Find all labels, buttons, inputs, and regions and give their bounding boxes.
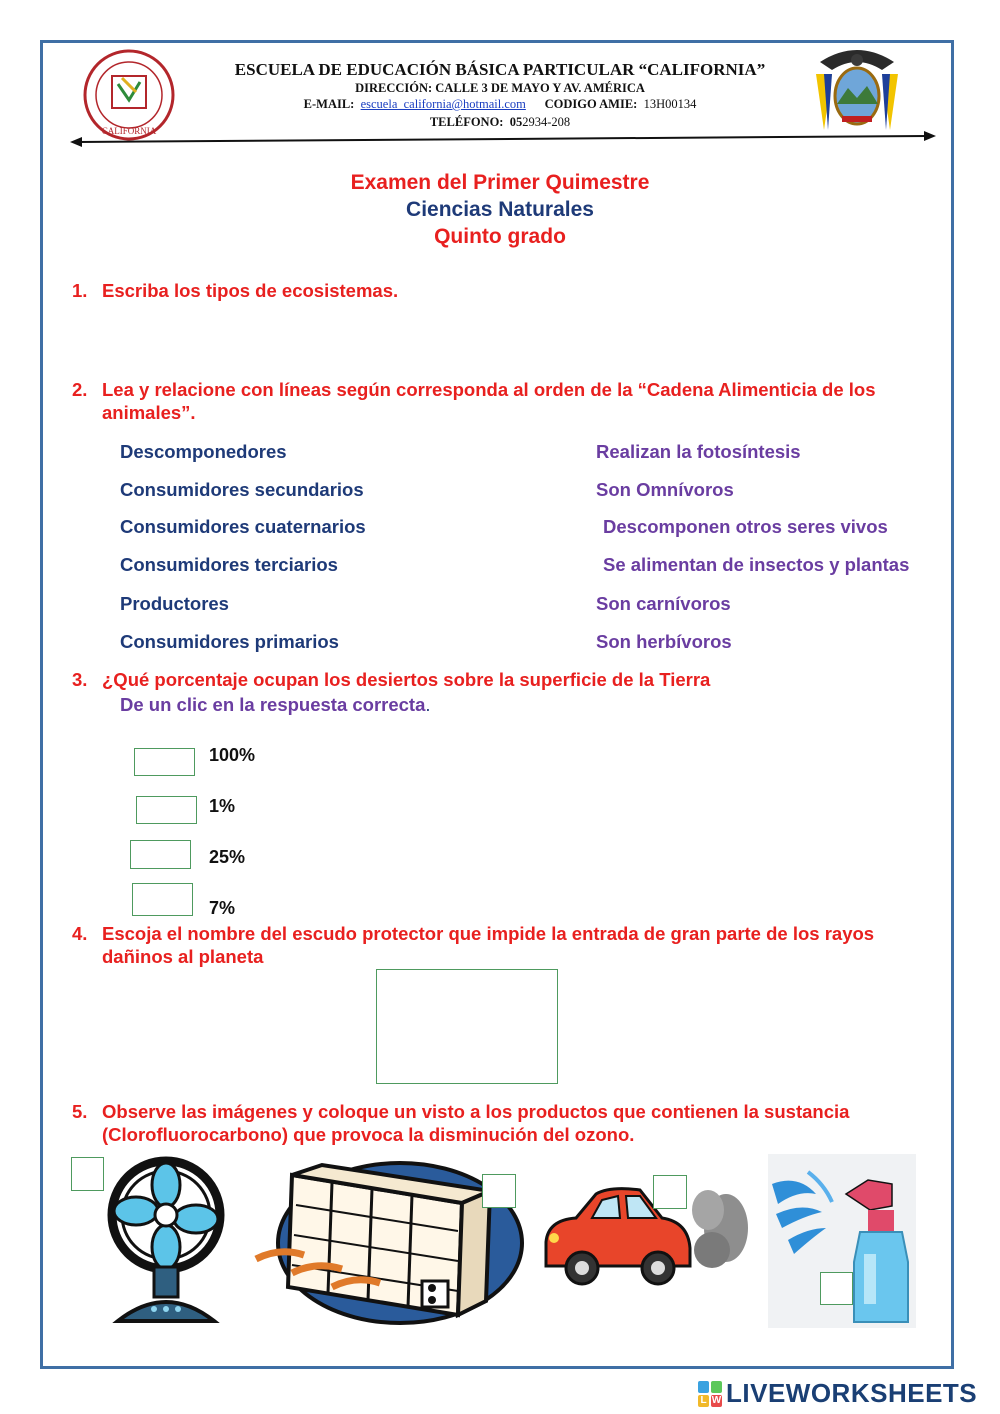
email-link[interactable]: escuela_california@hotmail.com bbox=[360, 97, 526, 111]
air-conditioner-checkbox[interactable] bbox=[482, 1174, 516, 1208]
q3-text: ¿Qué porcentaje ocupan los desiertos sobre la superficie de la Tierra bbox=[102, 669, 711, 690]
right-term-6[interactable]: Son herbívoros bbox=[596, 631, 732, 652]
q3-instruction-line bbox=[120, 693, 431, 716]
q4-number: 4. bbox=[72, 923, 88, 944]
header-divider bbox=[70, 128, 936, 148]
grade-title: Quinto grado bbox=[434, 225, 566, 248]
option-checkbox-1[interactable] bbox=[134, 748, 195, 776]
right-term-5[interactable]: Son carnívoros bbox=[596, 593, 731, 614]
phone-prefix: 05 bbox=[509, 115, 523, 129]
liveworksheets-logo-icon bbox=[698, 1381, 722, 1407]
q2-text-line1: Lea y relacione con líneas según corresponda al orden de la “Cadena Alimenticia de los bbox=[102, 379, 876, 400]
option-label-3: 25% bbox=[209, 847, 246, 867]
q5-text-line2: (Clorofluorocarbono) que provoca la disminución del ozono. bbox=[102, 1124, 635, 1145]
q5-text-line1: Observe las imágenes y coloque un visto a los productos que contienen la sustancia bbox=[102, 1101, 850, 1122]
q4-text-line2: dañinos al planeta bbox=[102, 946, 264, 967]
q3-instruction-end: . bbox=[425, 694, 431, 715]
q5-number: 5. bbox=[72, 1101, 88, 1122]
car-checkbox[interactable] bbox=[653, 1175, 687, 1209]
fan-image bbox=[96, 1153, 230, 1325]
logo-text: CALIFORNIA bbox=[101, 126, 157, 136]
option-checkbox-4[interactable] bbox=[132, 883, 193, 916]
right-term-1[interactable]: Realizan la fotosíntesis bbox=[596, 441, 801, 462]
fan-checkbox[interactable] bbox=[71, 1157, 104, 1191]
right-term-3[interactable]: Descomponen otros seres vivos bbox=[603, 516, 888, 537]
option-label-2: 1% bbox=[209, 796, 236, 816]
exam-title: Examen del Primer Quimestre bbox=[350, 171, 650, 194]
left-term-6[interactable]: Consumidores primarios bbox=[120, 631, 339, 652]
car-image bbox=[540, 1170, 762, 1300]
left-term-5[interactable]: Productores bbox=[120, 593, 229, 614]
left-term-3[interactable]: Consumidores cuaternarios bbox=[120, 516, 366, 537]
left-term-2[interactable]: Consumidores secundarios bbox=[120, 479, 364, 500]
left-term-4[interactable]: Consumidores terciarios bbox=[120, 554, 338, 575]
right-term-2[interactable]: Son Omnívoros bbox=[596, 479, 734, 500]
q3-number: 3. bbox=[72, 669, 88, 690]
spray-bottle-checkbox[interactable] bbox=[820, 1272, 853, 1305]
answer-drop-box[interactable] bbox=[376, 969, 558, 1084]
left-term-1[interactable]: Descomponedores bbox=[120, 441, 287, 462]
phone-rest: 2934-208 bbox=[522, 115, 571, 129]
q1-number: 1. bbox=[72, 280, 88, 301]
right-term-4[interactable]: Se alimentan de insectos y plantas bbox=[603, 554, 910, 575]
option-label-4: 7% bbox=[209, 898, 236, 918]
coat-of-arms-icon bbox=[812, 44, 902, 136]
logo-letter-w: W bbox=[711, 1395, 722, 1406]
q2-number: 2. bbox=[72, 379, 88, 400]
logo-letter-l: L bbox=[698, 1395, 709, 1407]
school-name: ESCUELA DE EDUCACIÓN BÁSICA PARTICULAR “CALIFORNIA” bbox=[234, 60, 766, 79]
option-checkbox-3[interactable] bbox=[130, 840, 191, 869]
q1-text: Escriba los tipos de ecosistemas. bbox=[102, 280, 399, 301]
subject-title: Ciencias Naturales bbox=[406, 198, 594, 221]
email-label: E-MAIL: bbox=[303, 97, 355, 111]
amie-code: 13H00134 bbox=[643, 97, 697, 111]
liveworksheets-brand: LIVEWORKSHEETS bbox=[726, 1378, 978, 1408]
q3-instruction: De un clic en la respuesta correcta bbox=[120, 694, 426, 715]
amie-label: CODIGO AMIE: bbox=[544, 97, 638, 111]
option-label-1: 100% bbox=[209, 745, 256, 765]
q4-text-line1: Escoja el nombre del escudo protector que impide la entrada de gran parte de los rayos bbox=[102, 923, 875, 944]
contact-line bbox=[180, 97, 820, 112]
option-checkbox-2[interactable] bbox=[136, 796, 197, 824]
phone-label: TELÉFONO: bbox=[429, 115, 504, 129]
school-address: DIRECCIÓN: CALLE 3 DE MAYO Y AV. AMÉRICA bbox=[355, 81, 645, 95]
q2-text-line2: animales”. bbox=[102, 402, 196, 423]
